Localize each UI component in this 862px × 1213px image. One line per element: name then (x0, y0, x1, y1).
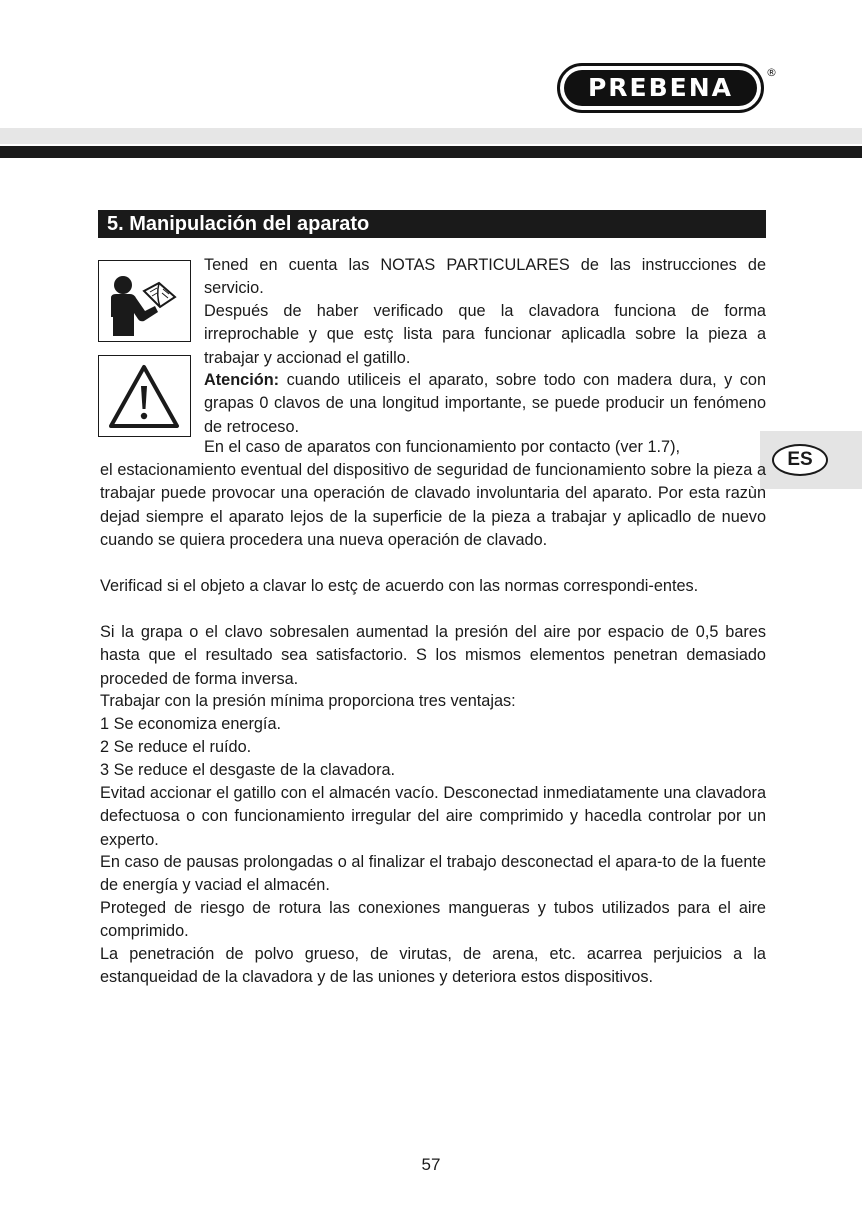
paragraph-special-notes: Tened en cuenta las NOTAS PARTICULARES de las instrucciones de servicio. (204, 256, 766, 298)
paragraph-contact-rest: el estacionamiento eventual del dispositivo de seguridad de funcionamiento sobre la pieza a trabajar puede provocar una operación de clavado involuntaria del aparato. Por esta razùn dejad siempre el aparato lejos de la superficie de la pieza a trabajar y aplicadlo de nuevo cuando se quiera procedera una nueva operación de clavado. (100, 461, 766, 549)
page-number: 57 (421, 1155, 441, 1174)
list-item: 2 Se reduce el ruído. (100, 738, 252, 756)
paragraph-verify-norms: Verificad si el objeto a clavar lo estç de acuerdo con las normas correspondi-entes. (100, 577, 699, 595)
header-band-dark (0, 146, 862, 158)
attention-text: cuando utiliceis el aparato, sobre todo con madera dura, y con grapas 0 clavos de una longitud importante, se puede producir un fenómeno de retroceso. (204, 371, 766, 436)
list-item: 3 Se reduce el desgaste de la clavadora. (100, 761, 396, 779)
paragraph-advantages: Trabajar con la presión mínima proporciona tres ventajas: (100, 692, 516, 710)
paragraph-hoses: Proteged de riesgo de rotura las conexiones mangueras y tubos utilizados para el aire comprimido. (100, 899, 766, 941)
list-item: 1 Se economiza energía. (100, 715, 282, 733)
read-manual-icon (98, 260, 191, 342)
language-code: ES (772, 444, 828, 476)
brand-name: PREBENA (564, 70, 757, 106)
paragraph-dust: La penetración de polvo grueso, de virutas, de arena, etc. acarrea perjuicios a la estanqueidad de la clavadora y de las uniones y deteriora estos dispositivos. (100, 945, 766, 987)
paragraph-pressure: Si la grapa o el clavo sobresalen aumentad la presión del aire por espacio de 0,5 bares hasta que el resultado sea satisfactorio. S los mismos elementos penetran demasiado proceded de forma inversa. (100, 623, 766, 688)
section-title: 5. Manipulación del aparato (98, 210, 766, 238)
paragraph-empty-magazine: Evitad accionar el gatillo con el almacén vacío. Desconectad inmediatamente una clavadora defectuosa o con funcionamiento irregular del aire comprimido y hacedla controlar por un experto. (100, 784, 766, 849)
paragraph-attention (204, 369, 766, 439)
warning-triangle-icon (98, 355, 191, 437)
attention-label: Atención: (204, 371, 280, 389)
brand-logo (557, 63, 764, 113)
paragraph-verify-apply: Después de haber verificado que la clavadora funciona de forma irreprochable y que estç lista para funcionar aplicadla sobre la pieza a trabajar y accionad el gatillo. (204, 302, 766, 367)
paragraph-contact-start: En el caso de aparatos con funcionamiento por contacto (ver 1.7), (204, 438, 681, 456)
paragraph-pauses: En caso de pausas prolongadas o al finalizar el trabajo desconectad el apara-to de la fuente de energía y vaciad el almacén. (100, 853, 766, 895)
header-band-light (0, 128, 862, 144)
registered-mark: ® (766, 66, 777, 79)
